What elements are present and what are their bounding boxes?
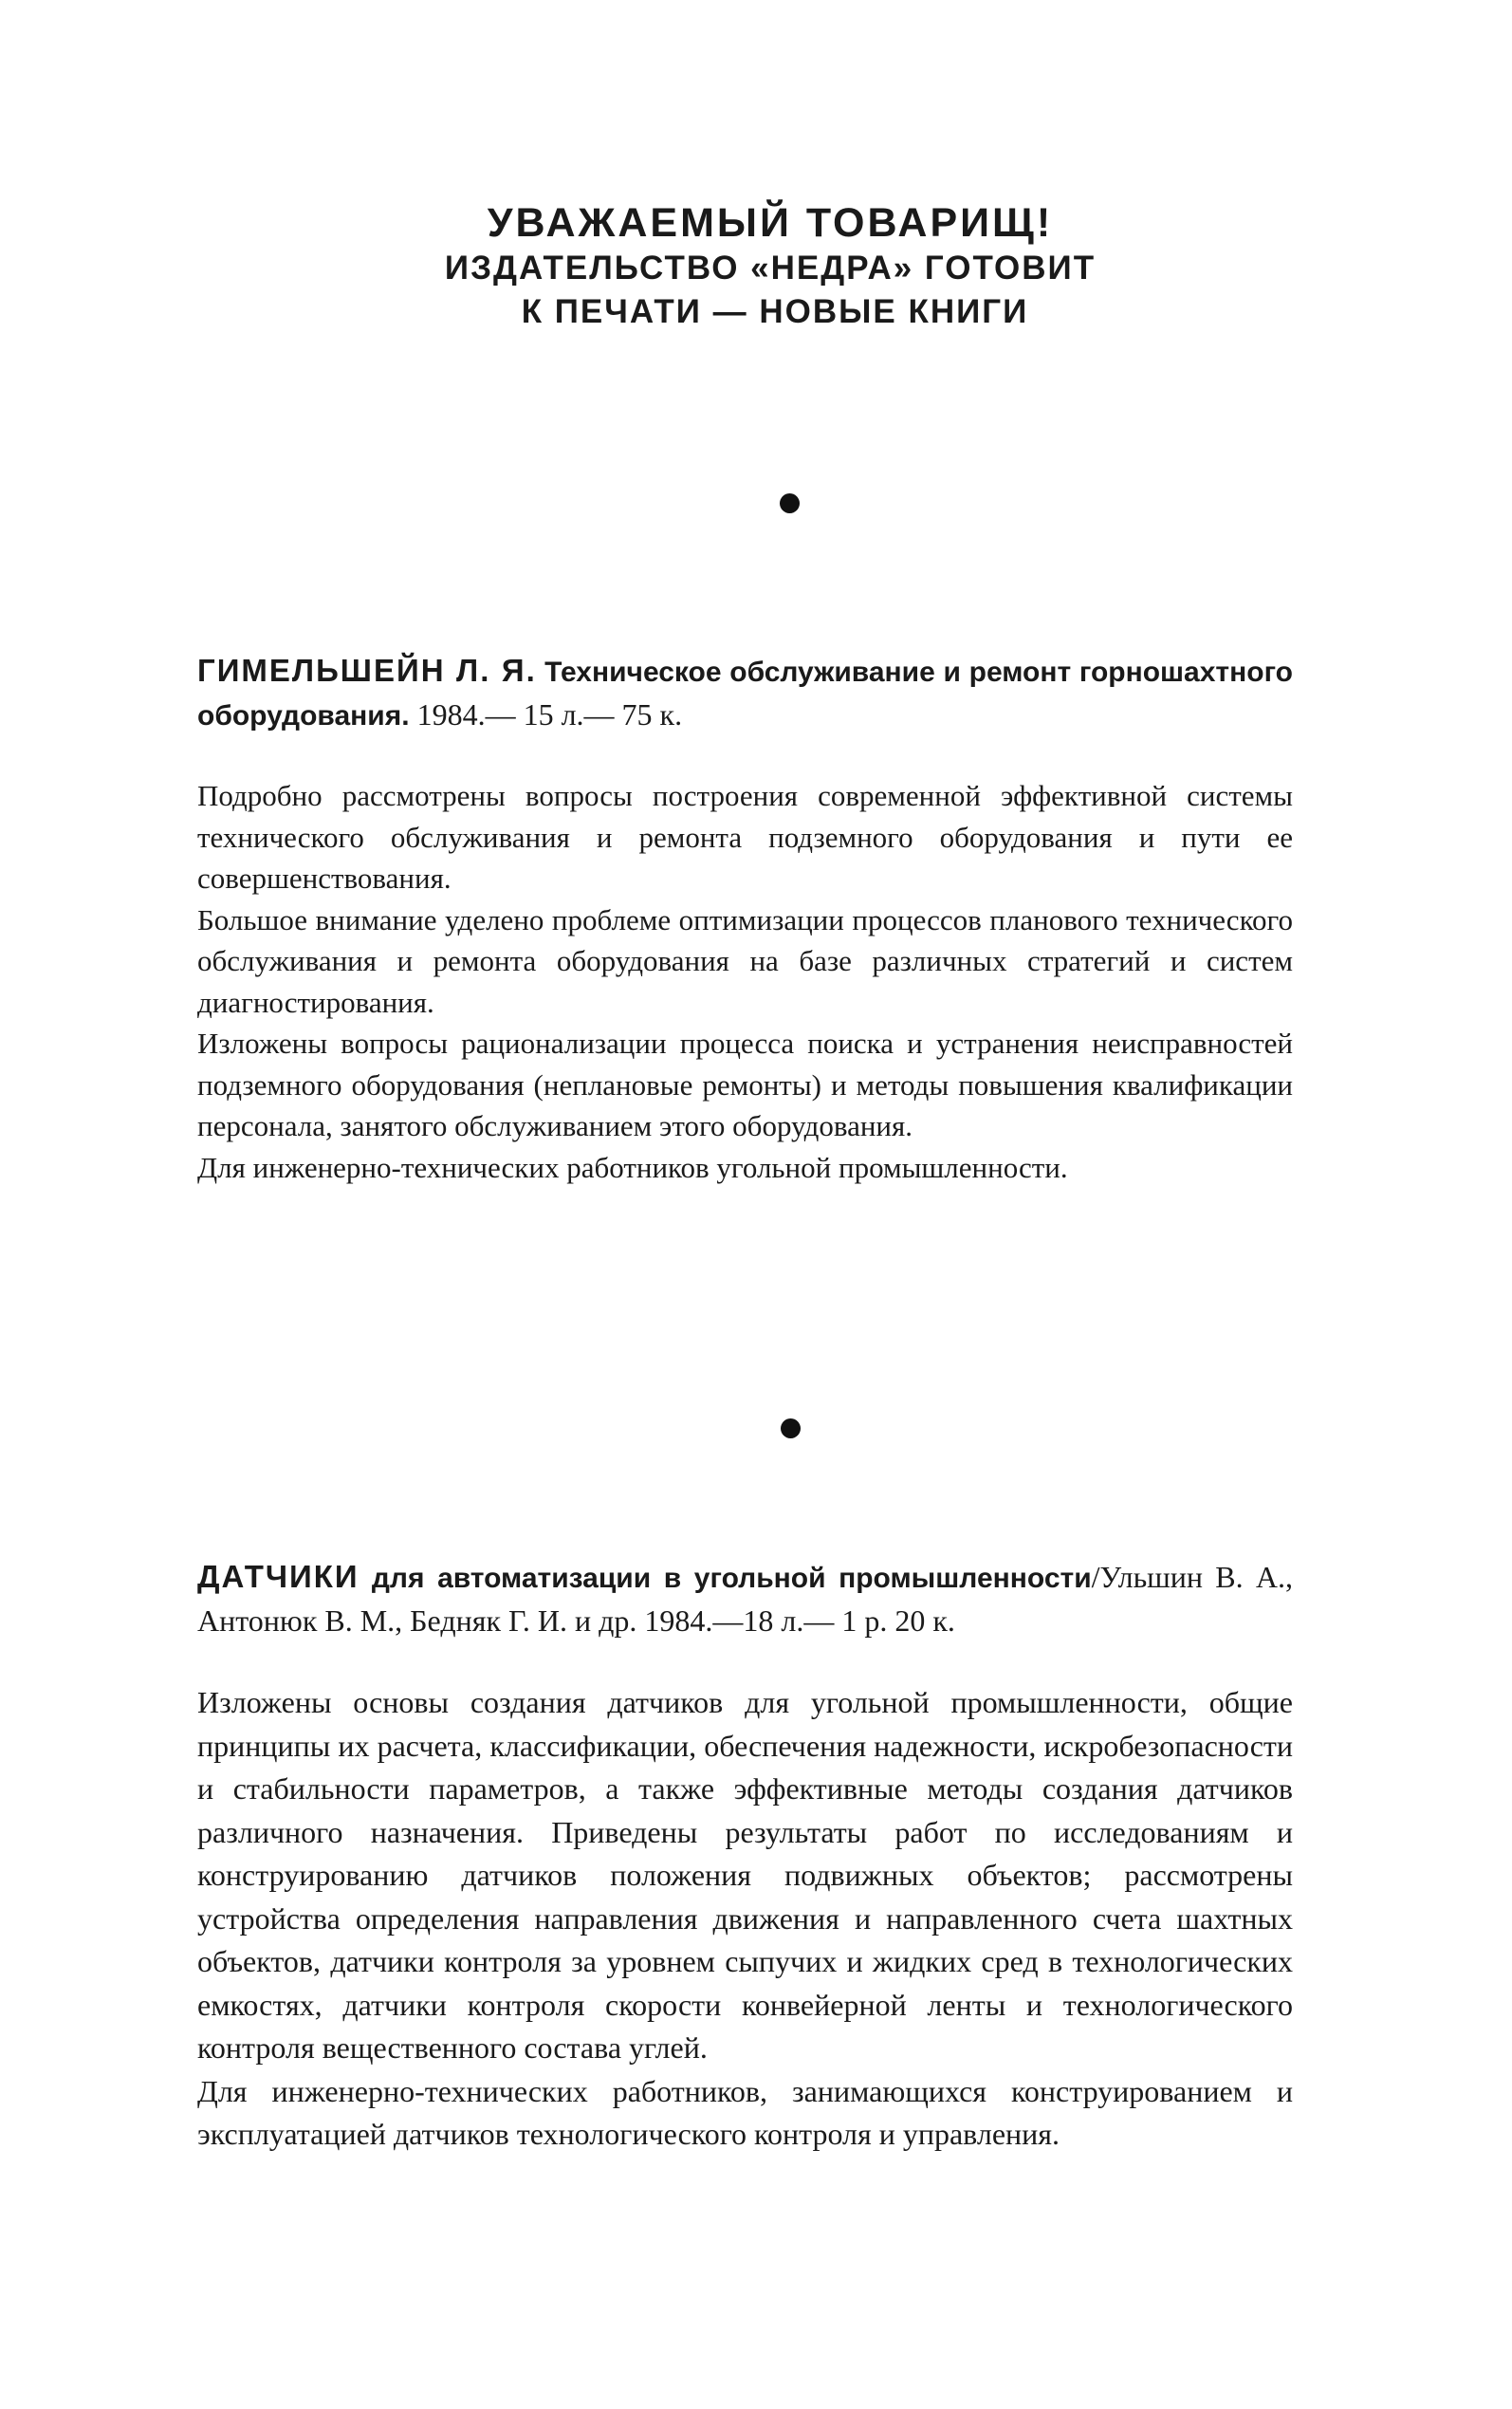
bullet-separator-1 — [780, 493, 800, 513]
page-header — [0, 199, 1512, 334]
book-pub-info: /Ульшин В. А., Антонюк В. М., Бедняк Г. И. и др. 1984.—18 л.— 1 р. 20 к. — [197, 1560, 1293, 1638]
book-entry — [197, 1556, 1293, 2157]
abstract-paragraph: Для инженерно-технических работников, занимающихся конструированием и эксплуатацией датчиков технологического контроля и управления. — [197, 2073, 1293, 2151]
abstract-paragraph: Для инженерно-технических работников угольной промышленности. — [197, 1150, 1068, 1184]
book-title: для автоматизации в угольной промышленности — [371, 1563, 1092, 1594]
abstract-paragraph: Большое внимание уделено проблеме оптимизации процессов планового технического обслуживания и ремонта оборудования на базе различных стратегий и систем диагностирования. — [197, 902, 1293, 1019]
book-abstract — [197, 1681, 1293, 2157]
header-greeting: УВАЖАЕМЫЙ ТОВАРИЩ! — [487, 200, 1054, 246]
abstract-paragraph: Изложены вопросы рационализации процесса поиска и устранения неисправностей подземного оборудования (неплановые ремонты) и методы повышения квалификации персонала, занятого обслуживанием этого оборудования. — [197, 1027, 1293, 1142]
book-pub-info: 1984.— 15 л.— 75 к. — [416, 697, 683, 732]
abstract-paragraph: Изложены основы создания датчиков для угольной промышленности, общие принципы их расчета, классификации, обеспечения надежности, искробезопасности и стабильности параметров, а также эффективные методы создания датчиков различного назначения. Приведены результаты работ по исследованиям и конструированию датчиков положения подвижных объектов; рассмотрены устройства определения направления движения и направленного счета шахтных объектов, датчики контроля за уровнем сыпучих и жидких сред в технологических емкостях, датчики контроля скорости конвейерной ленты и технологического контроля вещественного состава углей. — [197, 1685, 1293, 2065]
bullet-separator-2 — [781, 1418, 801, 1438]
abstract-paragraph: Подробно рассмотрены вопросы построения современной эффективной системы технического обслуживания и ремонта подземного оборудования и пути ее совершенствования. — [197, 779, 1293, 895]
book-author: ГИМЕЛЬШЕЙН Л. Я. — [197, 653, 537, 688]
book-citation — [197, 1556, 1293, 1641]
book-author: ДАТЧИКИ — [197, 1559, 360, 1594]
book-title: Техническое обслуживание и ремонт горношахтного оборудования. — [197, 657, 1293, 732]
book-citation — [197, 650, 1293, 737]
book-abstract — [197, 775, 1293, 1188]
header-announcement: К ПЕЧАТИ — НОВЫЕ КНИГИ — [521, 293, 1029, 330]
book-entry — [197, 650, 1293, 1188]
header-publisher: ИЗДАТЕЛЬСТВО «НЕДРА» ГОТОВИТ — [444, 250, 1097, 287]
